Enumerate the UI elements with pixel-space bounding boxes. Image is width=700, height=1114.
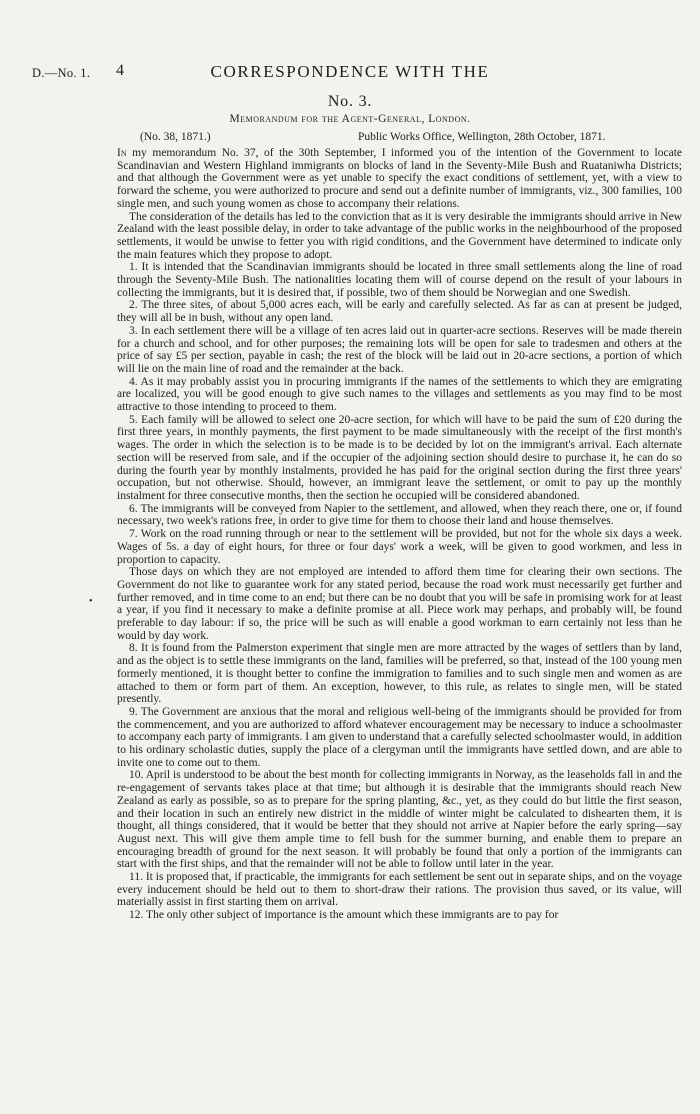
paragraph: 2. The three sites, of about 5,000 acres each, will be early and carefully selected. As far as can at present be judged, they will all be in bush, without any open land. — [117, 299, 682, 325]
paragraph: 9. The Government are anxious that the moral and religious well-being of the immigrants should be provided for from the commencement, and you are authorized to afford whatever encouragement may be necessary to induce a schoolmaster to accompany each party of immigrants. I am given to understand that a carefully selected schoolmaster would, in addition to his ordinary scholastic duties, supply the place of a clergyman until the immigrants have settled down, and are able to invite one to come out to them. — [117, 705, 682, 769]
paragraph: Those days on which they are not employed are intended to afford them time for clearing their own sections. The Government do not like to guarantee work for any stated period, because the road work must necessarily get further and further removed, and in time come to an end; but there can be no doubt that you will be safe in promising work for at least a year, if you find it necessary to make a definite promise at all. Piece work may perhaps, and probably will, be found preferable to day labour: if so, the price will be such as will enable a good workman to earn certainly not less than he would by day work. — [117, 566, 682, 642]
paragraph: 1. It is intended that the Scandinavian immigrants should be located in three small settlements along the line of road through the Seventy-Mile Bush. The nationalities locating them will of course depend on the result of your labours in collecting the immigrants, but it is desired that, if possible, two of them should be Norwegian and one Swedish. — [117, 261, 682, 299]
paragraph: 12. The only other subject of importance is the amount which these immigrants are to pay for — [129, 909, 559, 922]
lead-words: In — [117, 147, 127, 159]
memo-place-date: Public Works Office, Wellington, 28th October, 1871. — [358, 131, 606, 143]
paragraph: 6. The immigrants will be conveyed from Napier to the settlement, and allowed, when they reach there, one or, if found necessary, two week's rations free, in order to give time for them to choose their land and house themselves. — [117, 502, 682, 528]
memo-body — [117, 147, 682, 922]
paragraph-text: my memorandum No. 37, of the 30th September, I informed you of the intention of the Government to locate Scandinavian and Western Highland immigrants on blocks of land in the Seventy-Mile Bush and Ruataniwha Districts; and that although the Government were as yet unable to specify the exact conditions of settlement, yet, with a view to forward the scheme, you were authorized to procure and send out a definite number of immigrants, viz., 300 families, 100 single men, and such young women as chose to accompany their relations. — [117, 147, 682, 210]
paragraph: 4. As it may probably assist you in procuring immigrants if the names of the settlements to which they are emigrating are localized, you will be good enough to give such names to the villages and settlements as you may find to be most attractive to those intending to proceed to them. — [117, 375, 682, 414]
paragraph: 3. In each settlement there will be a village of ten acres laid out in quarter-acre sections. Reserves will be made therein for a church and school, and for other purposes; the remaining lots will be open for sale to tradesmen and others at the price of say £5 per section, payable in cash; the rest of the block will be laid out in 20-acre sections, a portion of which will lie on the main line of road and the remainder at the back. — [117, 324, 682, 375]
document-reference: D.—No. 1. — [32, 66, 91, 80]
memo-title: Memorandum for the Agent-General, London. — [229, 113, 471, 125]
paragraph — [117, 147, 682, 211]
memo-reference: (No. 38, 1871.) — [140, 131, 211, 143]
paragraph: 10. April is understood to be about the best month for collecting immigrants in Norway, as the leaseholds fall in and the re-engagement of servants takes place at that time; but although it is desirable that the immigrants should reach New Zealand as early as possible, so as to prepare for the spring planting, &c., yet, as they could do but little the first season, and their location in such an entirely new district in the middle of winter might be calculated to dishearten them, it is thought, all things considered, that it would be better that they should not arrive at Napier before the early spring—say August next. This will give them ample time to fell bush for the summer burning, and enable them to prepare an encouraging breadth of ground for the next season. It will probably be found that only a portion of the immigrants can start with the first ships, and that the remainder will not be able to follow until later in the year. — [117, 769, 682, 871]
page-number: 4 — [116, 62, 124, 79]
paragraph: The consideration of the details has led to the conviction that as it is very desirable the immigrants should arrive in New Zealand with the least possible delay, in order to take advantage of the public works in the neighbourhood of the proposed settlements, it would be unwise to fetter you with rigid conditions, and the Government have determined to indicate only the main features which they propose to adopt. — [117, 210, 682, 261]
running-title: CORRESPONDENCE WITH THE — [210, 62, 490, 81]
paragraph: 11. It is proposed that, if practicable, the immigrants for each settlement be sent out in separate ships, and on the voyage every inducement should be held out to them to short-draw their rations. The provision thus saved, or its value, will materially assist in first starting them on arrival. — [117, 871, 682, 909]
paragraph: 8. It is found from the Palmerston experiment that single men are more attracted by the wages of settlers than by land, and as the object is to settle these immigrants on the land, families will be preferred, so that, instead of the 100 young men formerly mentioned, it is thought better to confine the immigration to families and to such single men and women as are attached to them or form part of them. An exception, however, to this rule, as relates to single men, will be stated presently. — [117, 642, 682, 706]
running-header — [32, 62, 668, 86]
section-number-heading: No. 3. — [327, 93, 373, 110]
margin-mark: • — [89, 596, 93, 607]
paragraph: 7. Work on the road running through or near to the settlement will be provided, but not for the whole six days a week. Wages of 5s. a day of eight hours, for three or four days' work a week, will be given to good workmen, and less in proportion to capacity. — [117, 528, 682, 566]
paragraph: 5. Each family will be allowed to select one 20-acre section, for which will have to be paid the sum of £20 during the first three years, in monthly payments, the first payment to be made simultaneously with the receipt of the first month's wages. The order in which the selection is to be made is to be decided by lot on the immigrant's arrival. Each alternate section will be reserved from sale, and if the occupier of the adjoining section should desire to purchase it, he can do so during the fourth year by monthly instalments, provided he has paid for the original section during the first three years' occupation, but not otherwise. Should, however, an immigrant leave the settlement, or omit to pay up the monthly instalment for three consecutive months, then the section he occupied will be considered abandoned. — [117, 413, 682, 502]
